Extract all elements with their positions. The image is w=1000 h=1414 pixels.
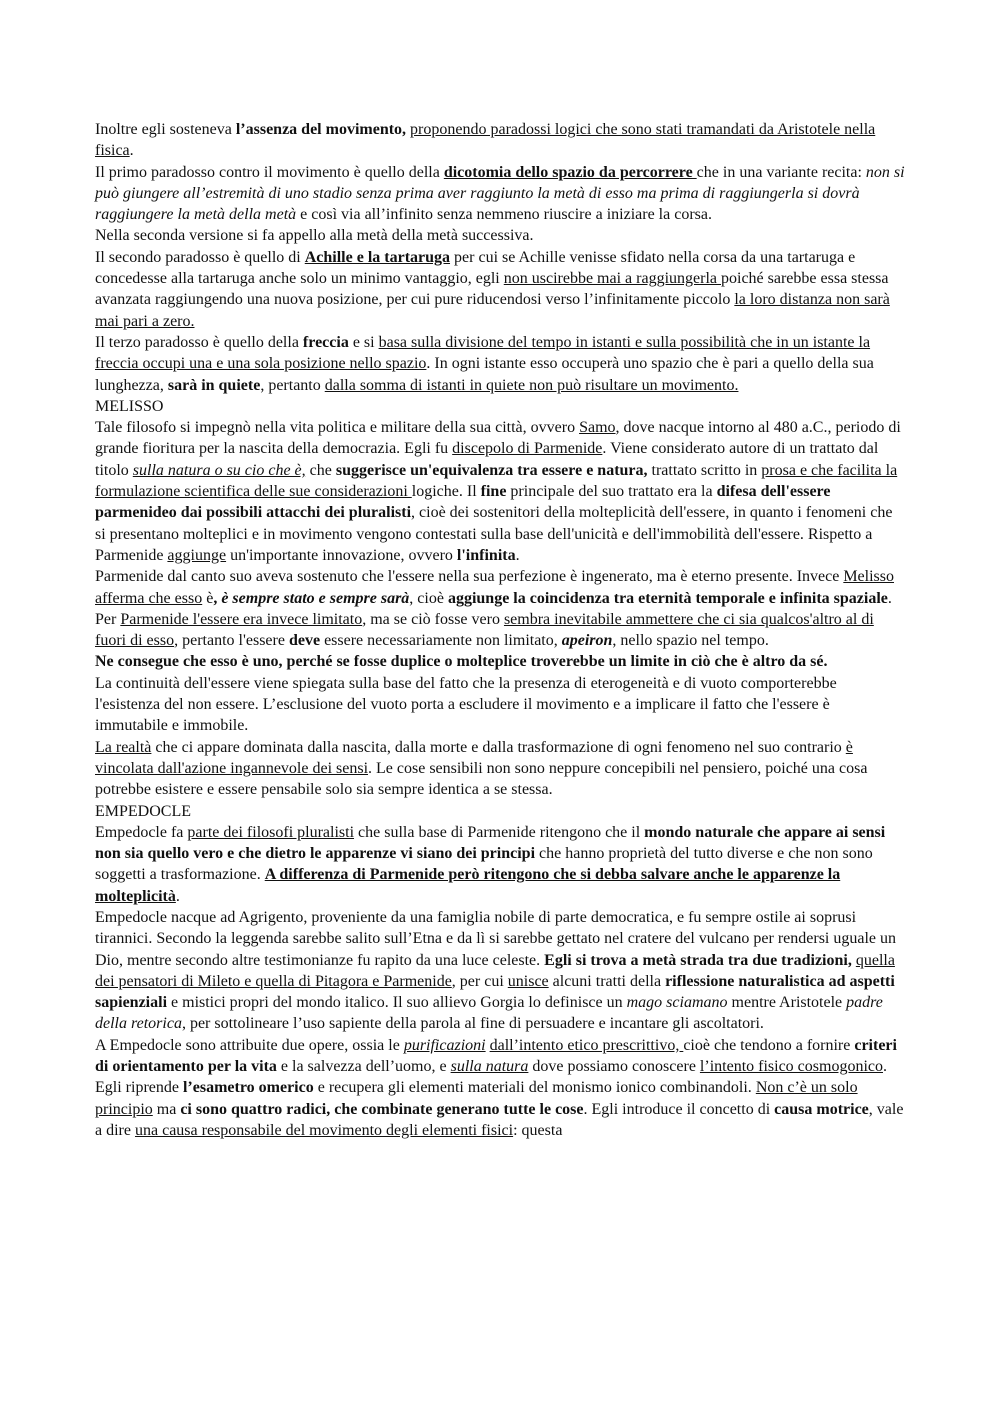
paragraph [95,1035,905,1078]
text-run: La continuità dell'essere viene spiegata sulla base del fatto che la presenza di eterogeneità e di vuoto comporterebbe l'esistenza del non essere. L’esclusione del vuoto porta a escludere il movimento e a implicare il fatto che l'essere è immutabile e immobile. [95,674,837,735]
paragraph [95,801,905,822]
text-run: A differenza di Parmenide però ritengono che si debba salvare anche le apparenze la molteplicità [95,866,841,905]
text-run: ma [152,1100,181,1118]
text-run: Il secondo paradosso è quello di [95,248,305,266]
text-run: apeiron [561,632,613,650]
text-run: . [515,546,520,564]
text-run: , per cui [451,972,508,990]
text-run: principale del suo trattato era la [506,483,717,501]
paragraph [95,119,905,162]
text-run: che [305,461,336,479]
text-run: e si [348,333,379,351]
paragraph [95,162,905,226]
text-run: Ne consegue che esso è uno, perché se fosse duplice o molteplice troverebbe un limite in ciò che è altro da sé. [95,653,828,671]
text-run: deve [288,632,321,650]
text-run: fine [480,483,507,501]
text-run: . Le cose sensibili non sono neppure concepibili nel pensiero, poiché una cosa potrebbe esistere e essere pensabile solo sia sempre identica a se stessa. [95,759,868,799]
text-run: dall’intento etico prescrittivo, [489,1036,684,1054]
text-run: che ci appare dominata dalla nascita, dalla morte e dalla trasformazione di ogni fenomeno nel suo contrario [151,738,846,756]
text-run: purificazioni [403,1036,486,1054]
paragraph [95,417,905,566]
paragraph [95,332,905,396]
text-run: che in una variante recita: [696,163,866,181]
text-run: è [202,589,214,607]
text-run: parte dei filosofi pluralisti [187,823,355,841]
text-run: Empedocle nacque ad Agrigento, proveniente da una famiglia nobile di parte democratica, e fu sempre ostile ai soprusi tirannici. Secondo la leggenda sarebbe salito sull’Etna e da lì si sarebbe gettato nel cratere del vulcano per rendersi uguale un Dio, mentre secondo altre testimonianze fu rapito da una luce celeste. [95,908,897,969]
text-run: : questa [513,1121,563,1139]
text-run: Egli si trova a metà strada tra due tradizioni, [544,951,852,969]
text-run: non si può giungere all’estremità di uno stadio senza prima aver raggiunto la metà di esso ma prima di raggiungerla si dovrà raggiungere la metà della metà [95,163,905,224]
text-run: , per sottolineare l’uso sapiente della parola al fine di persuadere e incantare gli ascoltatori. [181,1015,764,1033]
paragraph [95,673,905,737]
paragraph [95,651,905,672]
text-run: discepolo di Parmenide [452,440,603,458]
paragraph [95,566,905,651]
paragraph [95,225,905,246]
text-run: MELISSO [95,397,164,415]
text-run: Melisso afferma che esso [95,568,894,607]
text-run: Samo [579,419,616,437]
document-page [95,119,905,1141]
text-run: Il terzo paradosso è quello della [95,333,303,351]
text-run: trattato scritto in [647,461,762,479]
text-run: , vale a dire [95,1100,904,1139]
text-run: , [213,589,222,607]
paragraph [95,1077,905,1141]
text-run: logiche. Il [411,483,481,501]
text-run: . [175,887,180,905]
text-run: l'infinita [456,546,516,564]
text-run: . Egli introduce il concetto di [583,1100,775,1118]
text-run: cioè che tendono a fornire [683,1036,855,1054]
text-run: Inoltre egli sosteneva [95,121,236,138]
text-run: e la salvezza dell’uomo, e [276,1058,451,1076]
text-run: dalla somma di istanti in quiete non può risultare un movimento. [324,376,739,394]
text-run: . Viene considerato autore di un trattato dal titolo [95,440,879,479]
text-run: per cui se Achille venisse sfidato nella corsa da una tartaruga e concedesse alla tartaruga anche solo un minimo vantaggio, egli [95,248,856,288]
text-run: mentre Aristotele [727,994,847,1012]
text-run: aggiunge [167,546,227,564]
text-run: difesa dell'essere parmenideo dai possibili attacchi dei pluralisti [95,483,831,522]
text-run: . Per [95,589,892,628]
text-run: che sulla base di Parmenide ritengono che il [354,823,645,841]
text-run: un'importante innovazione, ovvero [226,546,457,564]
paragraph [95,822,905,907]
paragraph [95,396,905,417]
text-run: Nella seconda versione si fa appello alla metà della metà successiva. [95,227,534,245]
text-run: . [883,1058,887,1076]
text-run: essere necessariamente non limitato, [320,632,562,650]
text-run: sembra inevitabile ammettere che ci sia qualcos'altro al di fuori di esso [95,610,874,650]
text-run: Egli riprende [95,1079,183,1097]
text-run: proponendo paradossi logici che sono stati tramandati da Aristotele nella fisica [95,121,876,160]
text-run: , pertanto l'essere [174,632,289,650]
text-run: dove possiamo conoscere [528,1058,700,1076]
text-run: Tale filosofo si impegnò nella vita politica e militare della sua città, ovvero [95,419,580,437]
text-run: , cioè dei sostenitori della molteplicità dell'essere, in quanto i fenomeni che si presentano molteplici e in movimento vengono contestati sulla base dell'unicità e dell'immobilità dell'essere. Rispetto a Parmenide [95,504,893,564]
text-run: poiché sarebbe essa stessa avanzata raggiungendo una nuova posizione, per cui pure riducendosi verso l’infinitamente piccolo [95,270,889,309]
text-run: Non c’è un solo principio [95,1079,858,1118]
text-run: La realtà [95,738,152,756]
text-run: . [129,142,134,160]
text-run: l’intento fisico cosmogonico [699,1058,883,1076]
text-run: Parmenide l'essere era invece limitato [120,610,363,628]
text-run: prosa e che facilita la formulazione scientifica delle sue considerazioni [95,461,898,501]
text-run: e così via all’infinito senza nemmeno riuscire a iniziare la corsa. [296,206,712,224]
text-run: , ma se ciò fosse vero [362,610,504,628]
text-run: , nello spazio nel tempo. [612,632,769,650]
paragraph [95,737,905,801]
text-run: causa motrice [774,1100,869,1118]
text-run: sulla natura [450,1058,529,1076]
text-run: mago sciamano [626,994,728,1012]
text-run: l’esametro omerico [182,1079,314,1097]
text-run: EMPEDOCLE [95,802,191,820]
text-run: è sempre stato e sempre sarà [221,589,410,607]
text-run: la loro distanza non sarà mai pari a zero. [95,291,890,330]
text-run: Achille e la tartaruga [304,248,451,266]
text-run: criteri di orientamento per la vita [95,1036,897,1076]
text-run: una causa responsabile del movimento degli elementi fisici [134,1121,514,1139]
text-run: unisce [507,972,549,990]
text-run: . In ogni istante esso occuperà uno spazio che è pari a quello della sua lunghezza, [95,355,874,394]
text-run: , pertanto [260,376,325,394]
text-run: padre della retorica [95,994,883,1033]
text-run: A Empedocle sono attribuite due opere, ossia le [95,1036,404,1054]
text-run: , cioè [409,589,448,607]
text-run: quella dei pensatori di Mileto e quella di Pitagora e Parmenide [95,951,895,990]
text-run: sarà in quiete [167,376,261,394]
text-run: Il primo paradosso contro il movimento è quello della [95,163,444,181]
paragraph [95,907,905,1035]
text-run: Empedocle fa [95,823,188,841]
text-run: sulla natura o su cio che è, [132,461,306,479]
text-run: alcuni tratti della [548,972,666,990]
text-run: e mistici propri del mondo italico. Il suo allievo Gorgia lo definisce un [167,994,627,1012]
text-run: l’assenza del movimento, [235,121,407,138]
text-run: riflessione naturalistica ad aspetti sapienziali [95,972,895,1012]
text-run: basa sulla divisione del tempo in istanti e sulla possibilità che in un istante la freccia occupi una e una sola posizione nello spazio [95,333,871,373]
text-run: suggerisce un'equivalenza tra essere e natura, [335,461,648,479]
text-run: freccia [302,333,349,351]
text-run: non uscirebbe mai a raggiungerla [503,270,721,288]
text-run: mondo naturale che appare ai sensi non sia quello vero e che dietro le apparenze vi siano dei principi [95,823,886,863]
text-run: , dove nacque intorno al 480 a.C., periodo di grande fioritura per la nascita della democrazia. Egli fu [95,419,901,458]
text-run: Parmenide dal canto suo aveva sostenuto che l'essere nella sua perfezione è ingenerato, ma è eterno presente. Invece [95,568,844,586]
text-run: è vincolata dall'azione ingannevole dei sensi [95,738,853,777]
text-run: dicotomia dello spazio da percorrere [443,163,697,181]
text-run: e recupera gli elementi materiali del monismo ionico combinandoli. [313,1079,756,1097]
paragraph [95,247,905,332]
text-run: che hanno proprietà del tutto diverse e che non sono soggetti a trasformazione. [95,845,873,884]
text-run: ci sono quattro radici, che combinate generano tutte le cose [180,1100,584,1118]
text-run: aggiunge la coincidenza tra eternità temporale e infinita spaziale [447,589,888,607]
